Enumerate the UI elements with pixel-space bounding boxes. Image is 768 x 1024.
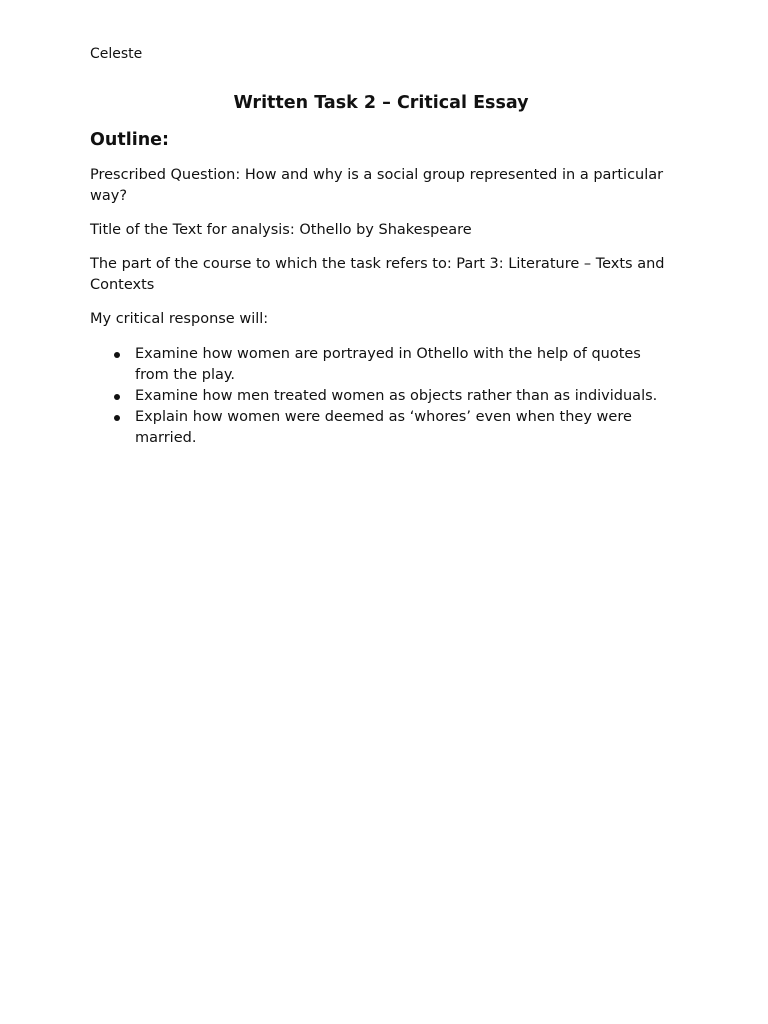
response-bullet-list: [90, 344, 670, 449]
outline-heading: Outline:: [90, 130, 170, 150]
bullet-dot-icon: [114, 352, 120, 358]
text-title: Title of the Text for analysis: Othello by Shakespeare: [90, 222, 472, 238]
document-title: Written Task 2 – Critical Essay: [233, 93, 529, 113]
bullet-text: Examine how women are portrayed in Othello with the help of quotes from the play.: [135, 346, 641, 383]
bullet-dot-icon: [114, 415, 120, 421]
bullet-text: Examine how men treated women as objects rather than as individuals.: [135, 388, 658, 404]
bullet-item: [90, 344, 670, 386]
bullet-text: Explain how women were deemed as ‘whores’ even when they were married.: [135, 409, 632, 446]
bullet-dot-icon: [114, 394, 120, 400]
bullet-item: [90, 386, 670, 407]
response-intro: My critical response will:: [90, 311, 269, 327]
course-part: The part of the course to which the task refers to: Part 3: Literature – Texts and Contexts: [90, 256, 665, 293]
document-content: [90, 44, 670, 449]
bullet-item: [90, 407, 670, 449]
author-name: Celeste: [90, 46, 143, 62]
prescribed-question: Prescribed Question: How and why is a social group represented in a particular way?: [90, 167, 664, 204]
